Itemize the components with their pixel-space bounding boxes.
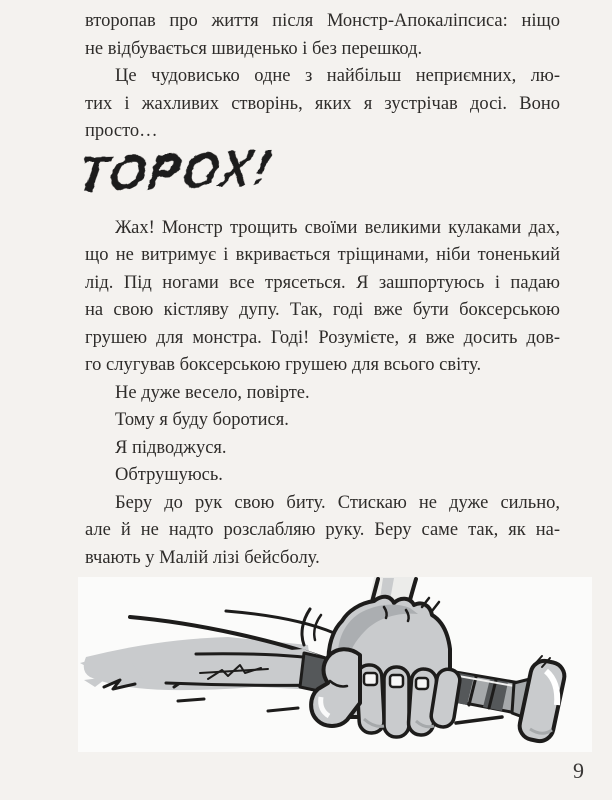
text-line: просто… [85,121,158,141]
text-line: Я підводжуся. [115,437,227,458]
sound-effect-text: ТОРОХ! [74,138,279,202]
text-line: Тому я буду боротися. [115,410,289,430]
body-text [74,8,560,572]
text-line: грушею для монстра. Годі! Розумієте, я вже досить дов- [85,327,560,348]
text-line: Це чудовисько одне з найбільш неприємних, лю- [115,66,560,86]
bat-illustration-svg [78,577,592,752]
illustration-hand-with-bat [78,577,592,752]
text-line: го слугував боксерською грушею для всього світу. [85,355,482,375]
paragraphs-bottom [85,215,560,573]
text-line: Жах! Монстр трощить своїми великими кулаками дах, [115,217,560,238]
page-number: 9 [573,758,584,783]
text-line: Не дуже весело, повірте. [115,382,310,403]
bat-knob [512,656,567,744]
text-line: але й не надто розслабляю руку. Беру саме так, як на- [85,520,560,540]
sound-effect [74,138,560,203]
text-line: лід. Під ногами все трясеться. Я зашпортуюсь і падаю [85,272,560,293]
hand-gripping-bat [302,577,461,737]
text-line: не відбувається швиденько і без перешкод. [85,38,423,59]
text-line: Беру до рук свою биту. Стискаю не дуже сильно, [115,492,560,513]
text-line: тих і жахливих створінь, яких я зустрічав досі. Воно [85,93,560,114]
text-line: що не витримує і вкривається тріщинами, ніби тоненький [85,245,560,265]
text-line: на свою кістляву дупу. Так, годі вже бути боксерською [85,300,560,320]
paragraphs-top [85,8,560,146]
text-line: Обтрушуюсь. [115,465,223,485]
text-line: вчають у Малій лізі бейсболу. [85,547,320,568]
text-line: второпав про життя після Монстр-Апокаліпсиса: ніщо [85,11,560,31]
